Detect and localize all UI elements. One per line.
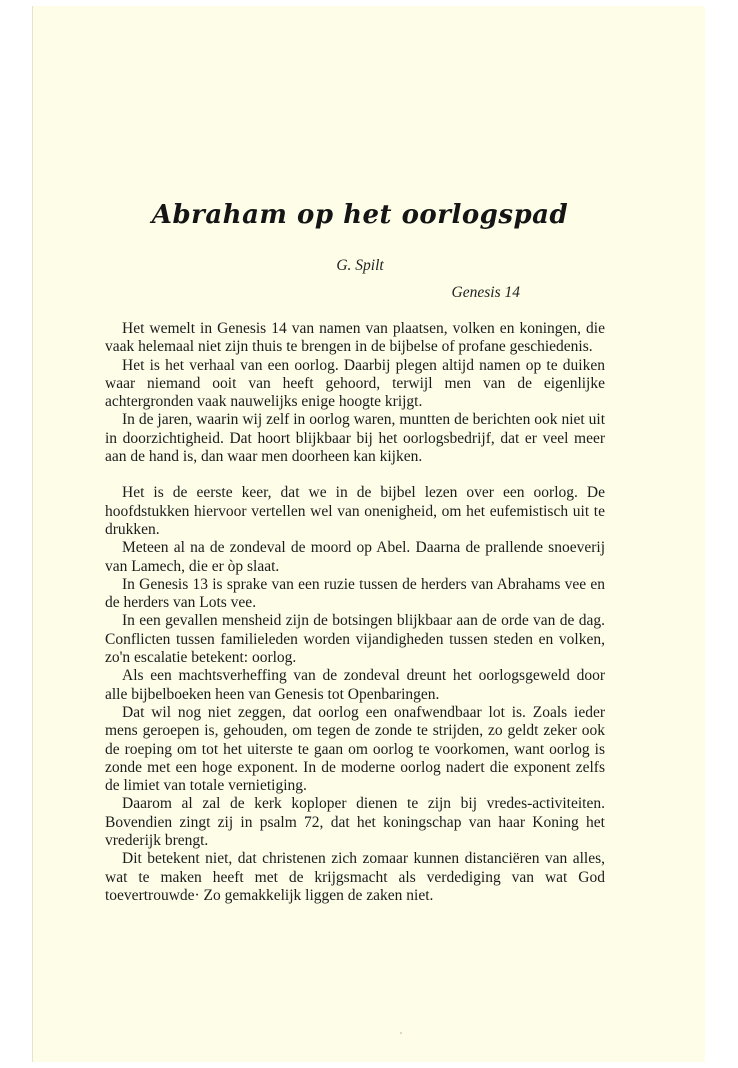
paragraph: In een gevallen mensheid zijn de botsingen blijkbaar aan de orde van de dag. Conflicten tussen familieleden worden vijandigheden tussen steden en volken, zo'n escalatie betekent: oorlog. (105, 612, 605, 667)
paragraph: Dit betekent niet, dat christenen zich zomaar kunnen distanciëren van alles, wat te maken heeft met de krijgsmacht als verdediging van wat God toevertrouwde· Zo gemakkelijk liggen de zaken niet. (105, 850, 605, 904)
paragraph: Het is de eerste keer, dat we in de bijbel lezen over een oorlog. De hoofdstukken hiervoor vertellen wel van onenigheid, om het eufemistisch uit te drukken. (105, 484, 605, 538)
paragraph: In Genesis 13 is sprake van een ruzie tussen de herders van Abrahams vee en de herders van Lots vee. (105, 575, 605, 612)
paragraph: Als een machtsverheffing van de zondeval dreunt het oorlogsgeweld door alle bijbelboeken heen van Genesis tot Openbaringen. (105, 667, 605, 703)
paragraph: Het is het verhaal van een oorlog. Daarbij plegen altijd namen op te duiken waar niemand ooit van heeft gehoord, terwijl men van de eigenlijke achtergronden vaak nauwelijks enige hoogte krijgt. (105, 356, 605, 411)
paragraph: Dat wil nog niet zeggen, dat oorlog een onafwendbaar lot is. Zoals ieder mens geroepen is, gehouden, om tegen de zonde te strijden, zo geldt zeker ook de roeping om tot het uiterste te gaan om oorlog te voorkomen, want oorlog is zonde met een hoge exponent. In de moderne oorlog nadert die exponent zelfs de limiet van totale vernietiging. (105, 703, 605, 795)
paragraph: Het wemelt in Genesis 14 van namen van plaatsen, volken en koningen, die vaak helemaal niet zijn thuis te brengen in de bijbelse of profane geschiedenis. (105, 320, 605, 356)
article-body (105, 320, 605, 905)
paragraph: Daarom al zal de kerk koploper dienen te zijn bij vredes-activiteiten. Bovendien zingt zij in psalm 72, dat het koningschap van haar Koning het vrederijk brengt. (105, 795, 605, 850)
article-title: Abraham op het oorlogspad (151, 200, 569, 230)
paragraph: In de jaren, waarin wij zelf in oorlog waren, muntten de berichten ook niet uit in doorzichtigheid. Dat hoort blijkbaar bij het oorlogsbedrijf, dat er veel meer aan de hand is, dan waar men doorheen kan kijken. (105, 411, 605, 466)
article-author: G. Spilt (336, 257, 384, 274)
bible-reference: Genesis 14 (451, 284, 520, 301)
paragraph: Meteen al na de zondeval de moord op Abel. Daarna de prallende snoeverij van Lamech, die er òp slaat. (105, 539, 605, 575)
paper-speck (400, 1032, 402, 1034)
